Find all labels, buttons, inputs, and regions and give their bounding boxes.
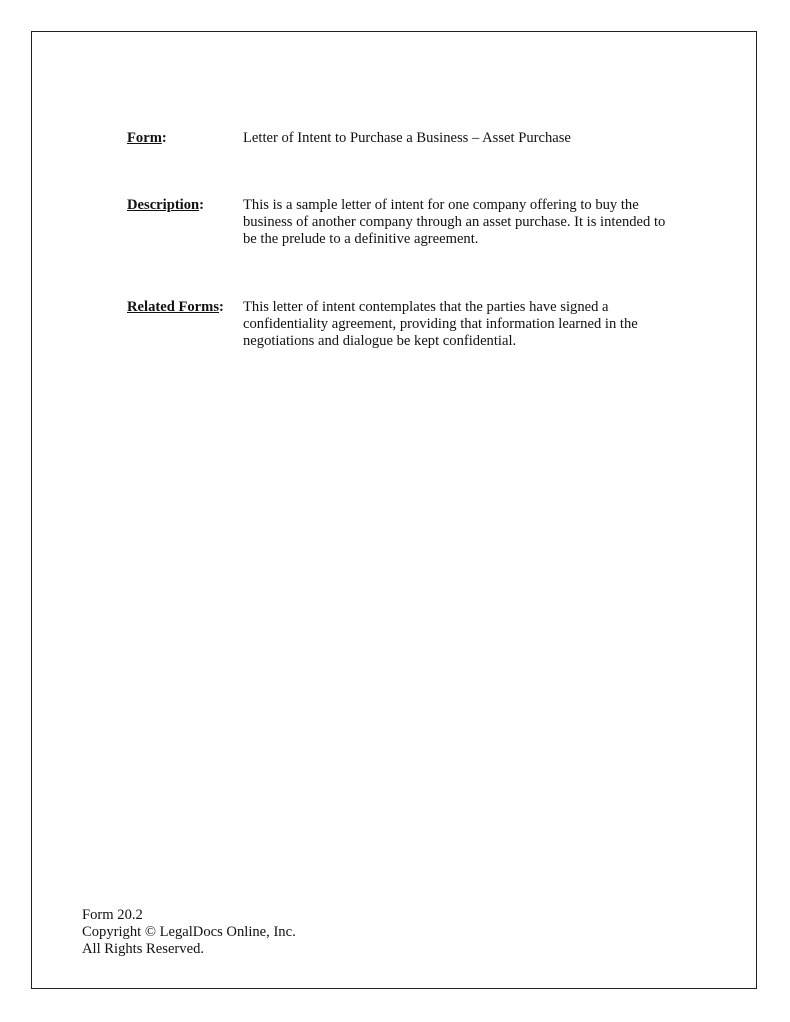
related-forms-line: This letter of intent contemplates that the parties have signed a — [243, 299, 609, 315]
description-label-text: Description — [127, 197, 200, 213]
related-forms-value — [243, 299, 638, 350]
related-forms-label — [127, 299, 224, 316]
related-forms-line: confidentiality agreement, providing that information learned in the — [243, 316, 638, 332]
form-number: Form 20.2 — [82, 907, 143, 923]
colon: : — [161, 130, 167, 146]
footer — [82, 907, 296, 958]
colon: : — [199, 197, 205, 213]
form-line: Letter of Intent to Purchase a Business – Asset Purchase — [243, 130, 571, 146]
description-value — [243, 197, 665, 248]
related-forms-label-text: Related Forms — [127, 299, 219, 315]
colon: : — [219, 299, 224, 315]
description-line: business of another company through an asset purchase. It is intended to — [243, 214, 666, 230]
page-border — [31, 31, 757, 989]
form-label — [127, 130, 167, 147]
rights-reserved: All Rights Reserved. — [82, 941, 205, 957]
copyright: Copyright © LegalDocs Online, Inc. — [82, 924, 296, 940]
description-label — [127, 197, 204, 214]
form-label-text: Form — [127, 130, 162, 146]
description-line: This is a sample letter of intent for one company offering to buy the — [243, 197, 639, 213]
description-line: be the prelude to a definitive agreement. — [243, 231, 479, 247]
form-value — [243, 130, 571, 147]
related-forms-line: negotiations and dialogue be kept confidential. — [243, 333, 517, 349]
